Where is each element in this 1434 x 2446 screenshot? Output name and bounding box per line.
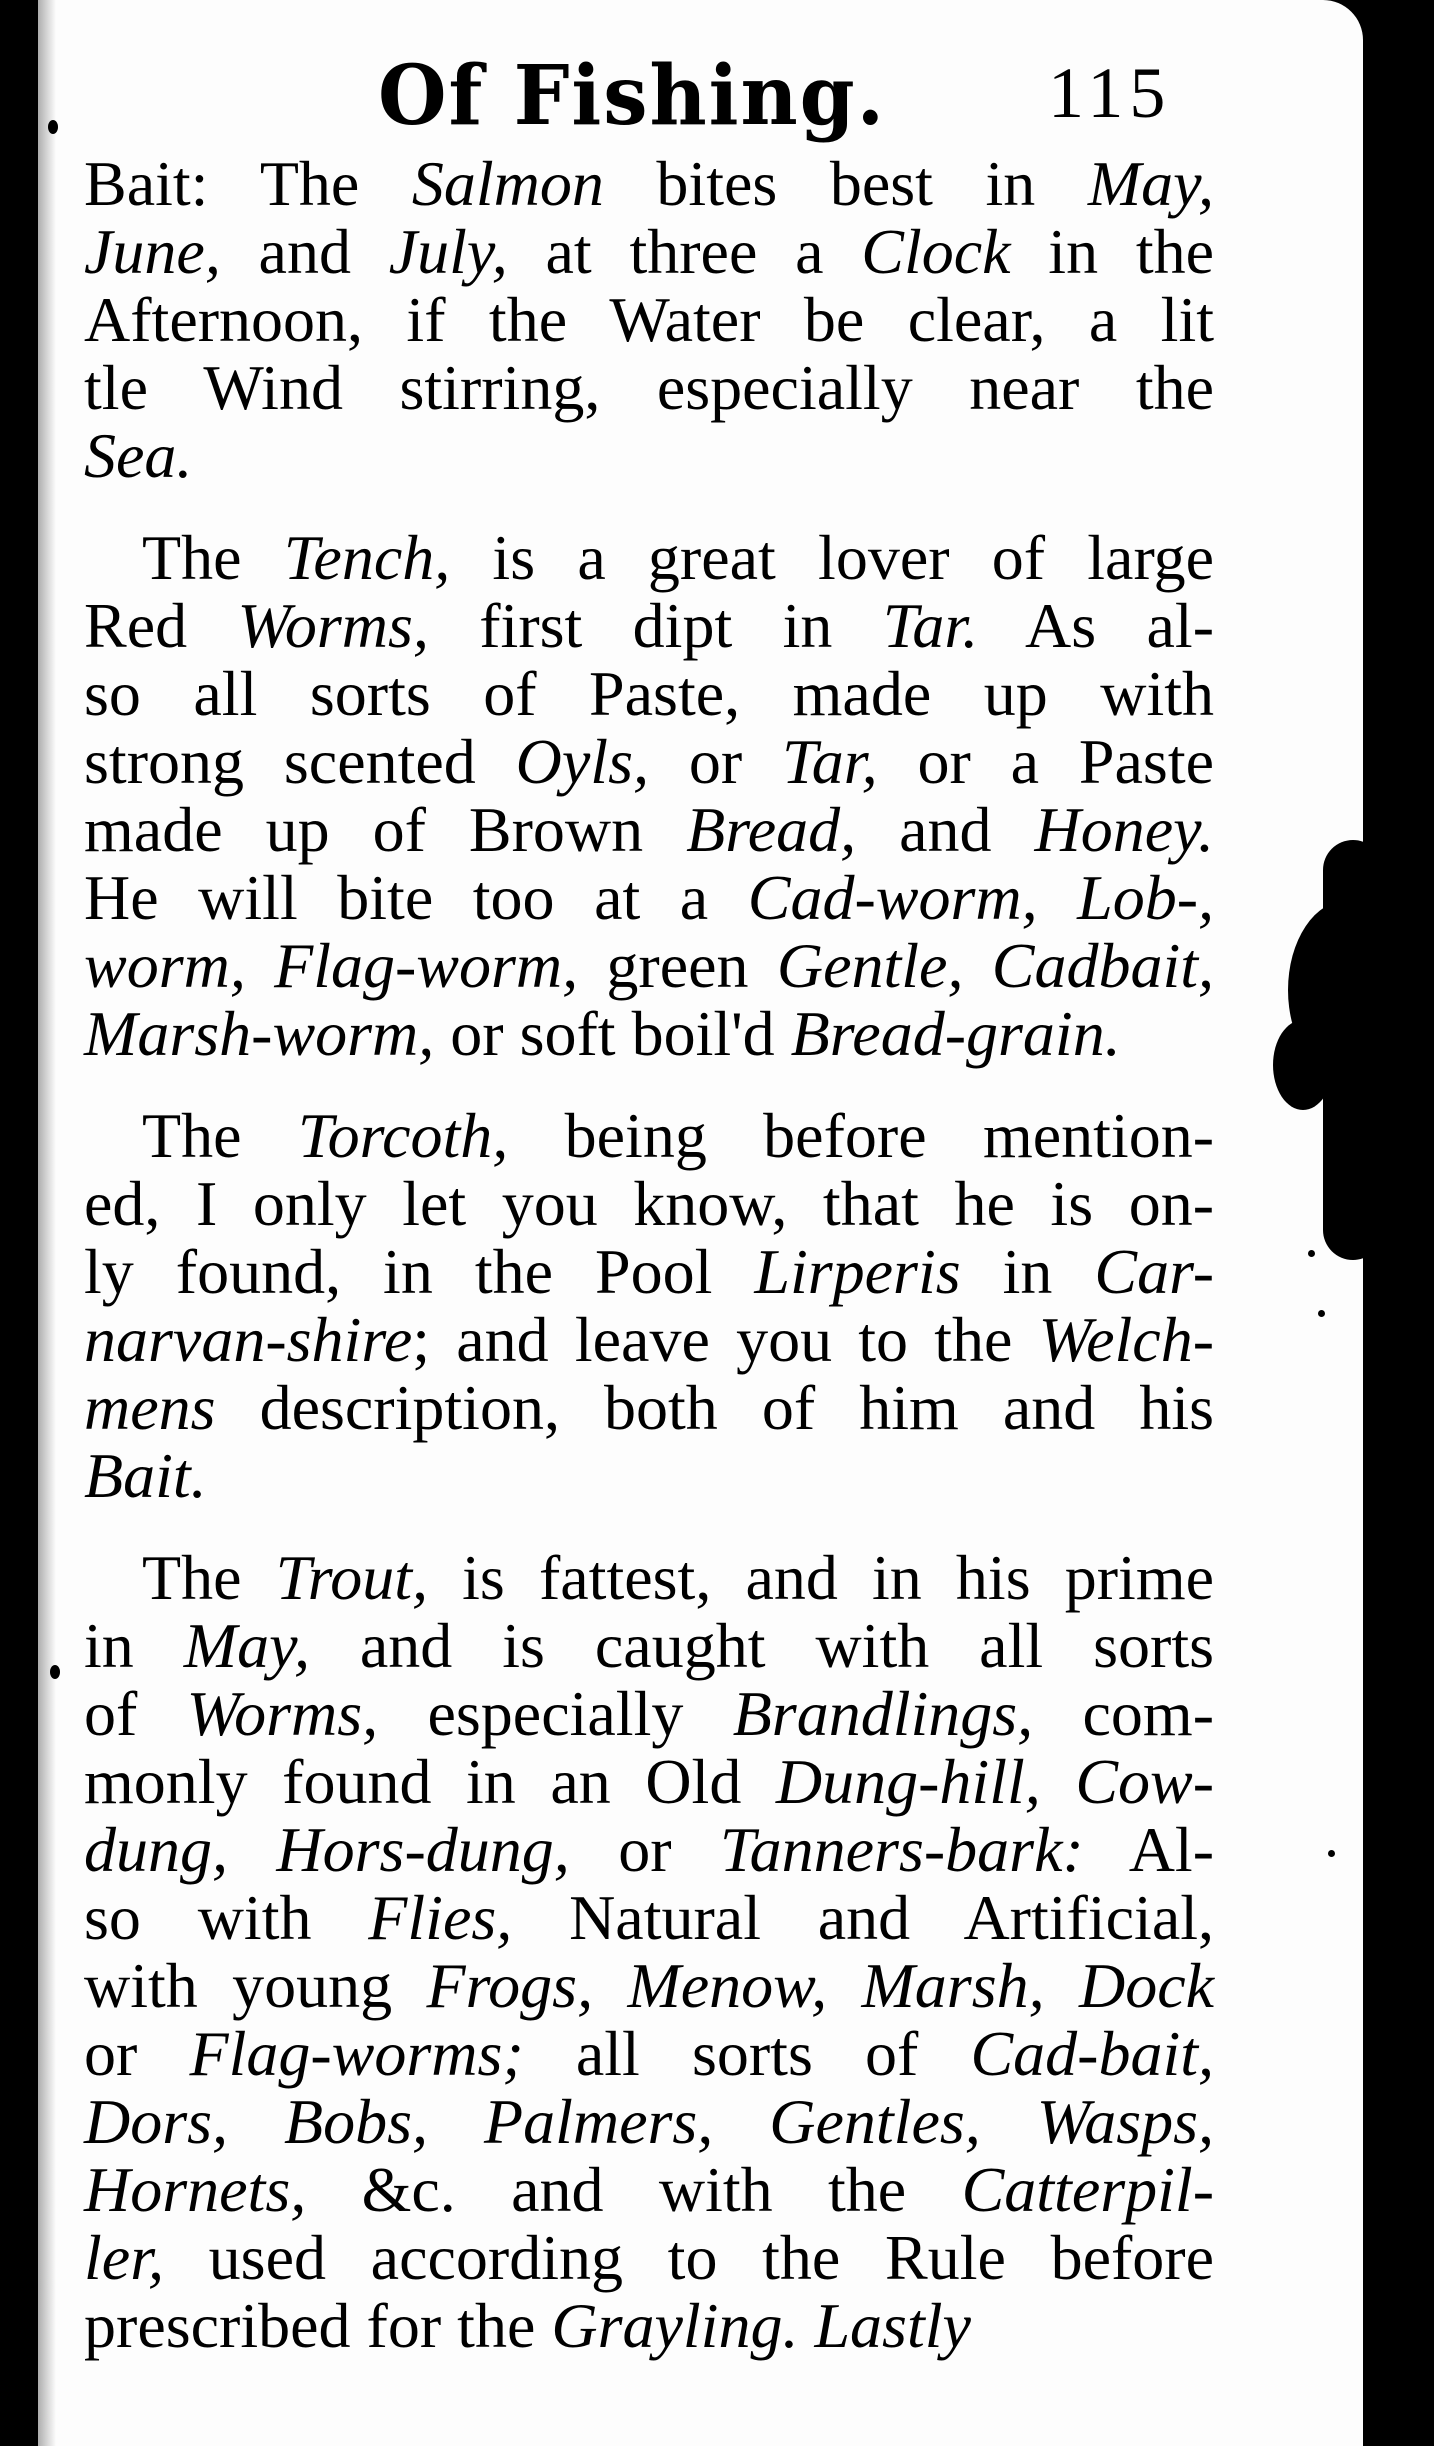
text-line: [84, 2088, 1214, 2156]
italic-text: Clock: [861, 216, 1011, 287]
roman-text: Al-: [1083, 1814, 1214, 1885]
roman-text: He will bite too at a: [84, 862, 748, 933]
body-text: [84, 150, 1214, 2394]
roman-text: green: [578, 930, 777, 1001]
roman-text: The: [142, 522, 284, 593]
roman-text: all sorts of: [523, 2018, 971, 2089]
ink-speck: [50, 1665, 60, 1679]
paragraph: [84, 150, 1214, 490]
roman-text: in: [84, 1610, 184, 1681]
italic-text: Bait.: [84, 1440, 207, 1511]
italic-text: Lirperis: [754, 1236, 961, 1307]
paragraph: [84, 1102, 1214, 1510]
italic-text: Flag-worms;: [189, 2018, 524, 2089]
roman-text: of: [84, 1678, 187, 1749]
roman-text: made up of Brown: [84, 794, 687, 865]
italic-text: Marsh-worm,: [84, 998, 435, 1069]
text-line: [84, 1748, 1214, 1816]
italic-text: Tench,: [283, 522, 451, 593]
text-line: [84, 728, 1214, 796]
roman-text: so with: [84, 1882, 369, 1953]
running-head: Of Fishing.: [378, 48, 886, 144]
roman-text: Natural and Artificial,: [512, 1882, 1215, 1953]
roman-text: or a Paste: [877, 726, 1214, 797]
roman-text: ed, I only let you know, that he is on-: [84, 1168, 1214, 1239]
italic-text: June,: [84, 216, 221, 287]
ink-speck: [48, 120, 58, 134]
roman-text: The: [142, 1100, 298, 1171]
text-line: [84, 1612, 1214, 1680]
roman-text: monly found in an Old: [84, 1746, 776, 1817]
italic-text: Salmon: [411, 148, 604, 219]
italic-text: July,: [388, 216, 508, 287]
roman-text: at three a: [507, 216, 862, 287]
text-line: [84, 354, 1214, 422]
roman-text: [798, 2290, 814, 2361]
roman-text: especially: [378, 1678, 733, 1749]
text-line: [84, 524, 1214, 592]
italic-text: Grayling.: [551, 2290, 799, 2361]
roman-text: Bait: The: [84, 148, 412, 219]
paragraph: [84, 524, 1214, 1068]
italic-text: Lastly: [814, 2290, 971, 2361]
paragraph: [84, 1544, 1214, 2360]
italic-text: Cadbait,: [991, 930, 1215, 1001]
book-page: [38, 0, 1363, 2446]
ink-speck: [1318, 1310, 1325, 1317]
text-line: [84, 422, 1214, 490]
italic-text: dung, Hors-dung,: [84, 1814, 570, 1885]
text-line: [84, 1306, 1214, 1374]
text-line: [84, 2020, 1214, 2088]
roman-text: As al-: [978, 590, 1215, 661]
text-line: [84, 2156, 1214, 2224]
roman-text: in the: [1010, 216, 1215, 287]
italic-text: Trout,: [275, 1542, 429, 1613]
roman-text: is a great lover of large: [450, 522, 1215, 593]
roman-text: being before mention-: [508, 1100, 1214, 1171]
text-line: [84, 218, 1214, 286]
italic-text: Oyls,: [515, 726, 649, 797]
italic-text: Frogs, Menow, Marsh, Dock: [426, 1950, 1214, 2021]
roman-text: used according to the Rule before: [164, 2222, 1214, 2293]
roman-text: ly found, in the Pool: [84, 1236, 755, 1307]
roman-text: [963, 930, 991, 1001]
italic-text: Tanners-bark:: [719, 1814, 1084, 1885]
roman-text: &c. and with the: [306, 2154, 962, 2225]
roman-text: or: [569, 1814, 720, 1885]
text-line: [84, 1952, 1214, 2020]
italic-text: ler,: [84, 2222, 164, 2293]
roman-text: is fattest, and in his prime: [428, 1542, 1215, 1613]
gutter-shadow: [38, 0, 56, 2446]
roman-text: or soft boil'd: [434, 998, 791, 1069]
roman-text: so all sorts of Paste, made up with: [84, 658, 1214, 729]
italic-text: May,: [183, 1610, 310, 1681]
italic-text: Brandlings,: [732, 1678, 1034, 1749]
italic-text: Welch-: [1038, 1304, 1214, 1375]
roman-text: description, both of him and his: [215, 1372, 1214, 1443]
page-header: [38, 48, 1298, 158]
roman-text: or: [648, 726, 783, 797]
roman-text: first dipt in: [428, 590, 883, 661]
text-line: [84, 1102, 1214, 1170]
text-line: [84, 1816, 1214, 1884]
italic-text: Flies,: [368, 1882, 513, 1953]
italic-text: Honey.: [1034, 794, 1215, 865]
italic-text: Gentle,: [776, 930, 964, 1001]
ink-blot: [1323, 840, 1363, 1260]
roman-text: Afternoon, if the Water be clear, a lit: [84, 284, 1214, 355]
roman-text: bites best in: [603, 148, 1088, 219]
text-line: [84, 286, 1214, 354]
page-number: 115: [1048, 53, 1172, 133]
text-line: [84, 864, 1214, 932]
italic-text: Dors, Bobs, Palmers, Gentles, Wasps,: [84, 2086, 1214, 2157]
italic-text: narvan-shire: [84, 1304, 413, 1375]
text-line: [84, 1000, 1214, 1068]
roman-text: ; and leave you to the: [412, 1304, 1039, 1375]
roman-text: and is caught with all sorts: [309, 1610, 1215, 1681]
italic-text: Dung-hill, Cow-: [775, 1746, 1214, 1817]
text-line: [84, 660, 1214, 728]
italic-text: Torcoth,: [297, 1100, 509, 1171]
text-line: [84, 796, 1214, 864]
text-line: [84, 2224, 1214, 2292]
italic-text: May,: [1087, 148, 1214, 219]
italic-text: worm, Flag-worm,: [84, 930, 579, 1001]
italic-text: Worms,: [237, 590, 429, 661]
italic-text: Worms,: [186, 1678, 379, 1749]
text-line: [84, 1442, 1214, 1510]
roman-text: prescribed for the: [84, 2290, 552, 2361]
roman-text: The: [142, 1542, 276, 1613]
text-line: [84, 150, 1214, 218]
roman-text: or: [84, 2018, 190, 2089]
italic-text: Car-: [1094, 1236, 1215, 1307]
italic-text: Bread-grain.: [790, 998, 1121, 1069]
text-line: [84, 1884, 1214, 1952]
roman-text: strong scented: [84, 726, 516, 797]
italic-text: Cad-worm, Lob-,: [747, 862, 1215, 933]
italic-text: Cad-bait,: [970, 2018, 1215, 2089]
ink-speck: [1328, 1850, 1335, 1857]
italic-text: Bread,: [686, 794, 857, 865]
text-line: [84, 1544, 1214, 1612]
roman-text: and: [220, 216, 389, 287]
roman-text: com-: [1033, 1678, 1214, 1749]
roman-text: Red: [84, 590, 238, 661]
text-line: [84, 1680, 1214, 1748]
italic-text: Hornets,: [84, 2154, 307, 2225]
italic-text: Catterpil-: [961, 2154, 1214, 2225]
text-line: [84, 1238, 1214, 1306]
text-line: [84, 932, 1214, 1000]
roman-text: with young: [84, 1950, 427, 2021]
text-line: [84, 1170, 1214, 1238]
roman-text: and: [856, 794, 1035, 865]
text-line: [84, 2292, 1214, 2360]
roman-text: tle Wind stirring, especially near the: [84, 352, 1214, 423]
italic-text: Tar,: [782, 726, 878, 797]
italic-text: Sea.: [84, 420, 193, 491]
roman-text: in: [960, 1236, 1095, 1307]
ink-speck: [1308, 1250, 1315, 1257]
text-line: [84, 592, 1214, 660]
text-line: [84, 1374, 1214, 1442]
italic-text: Tar.: [882, 590, 979, 661]
italic-text: mens: [84, 1372, 216, 1443]
